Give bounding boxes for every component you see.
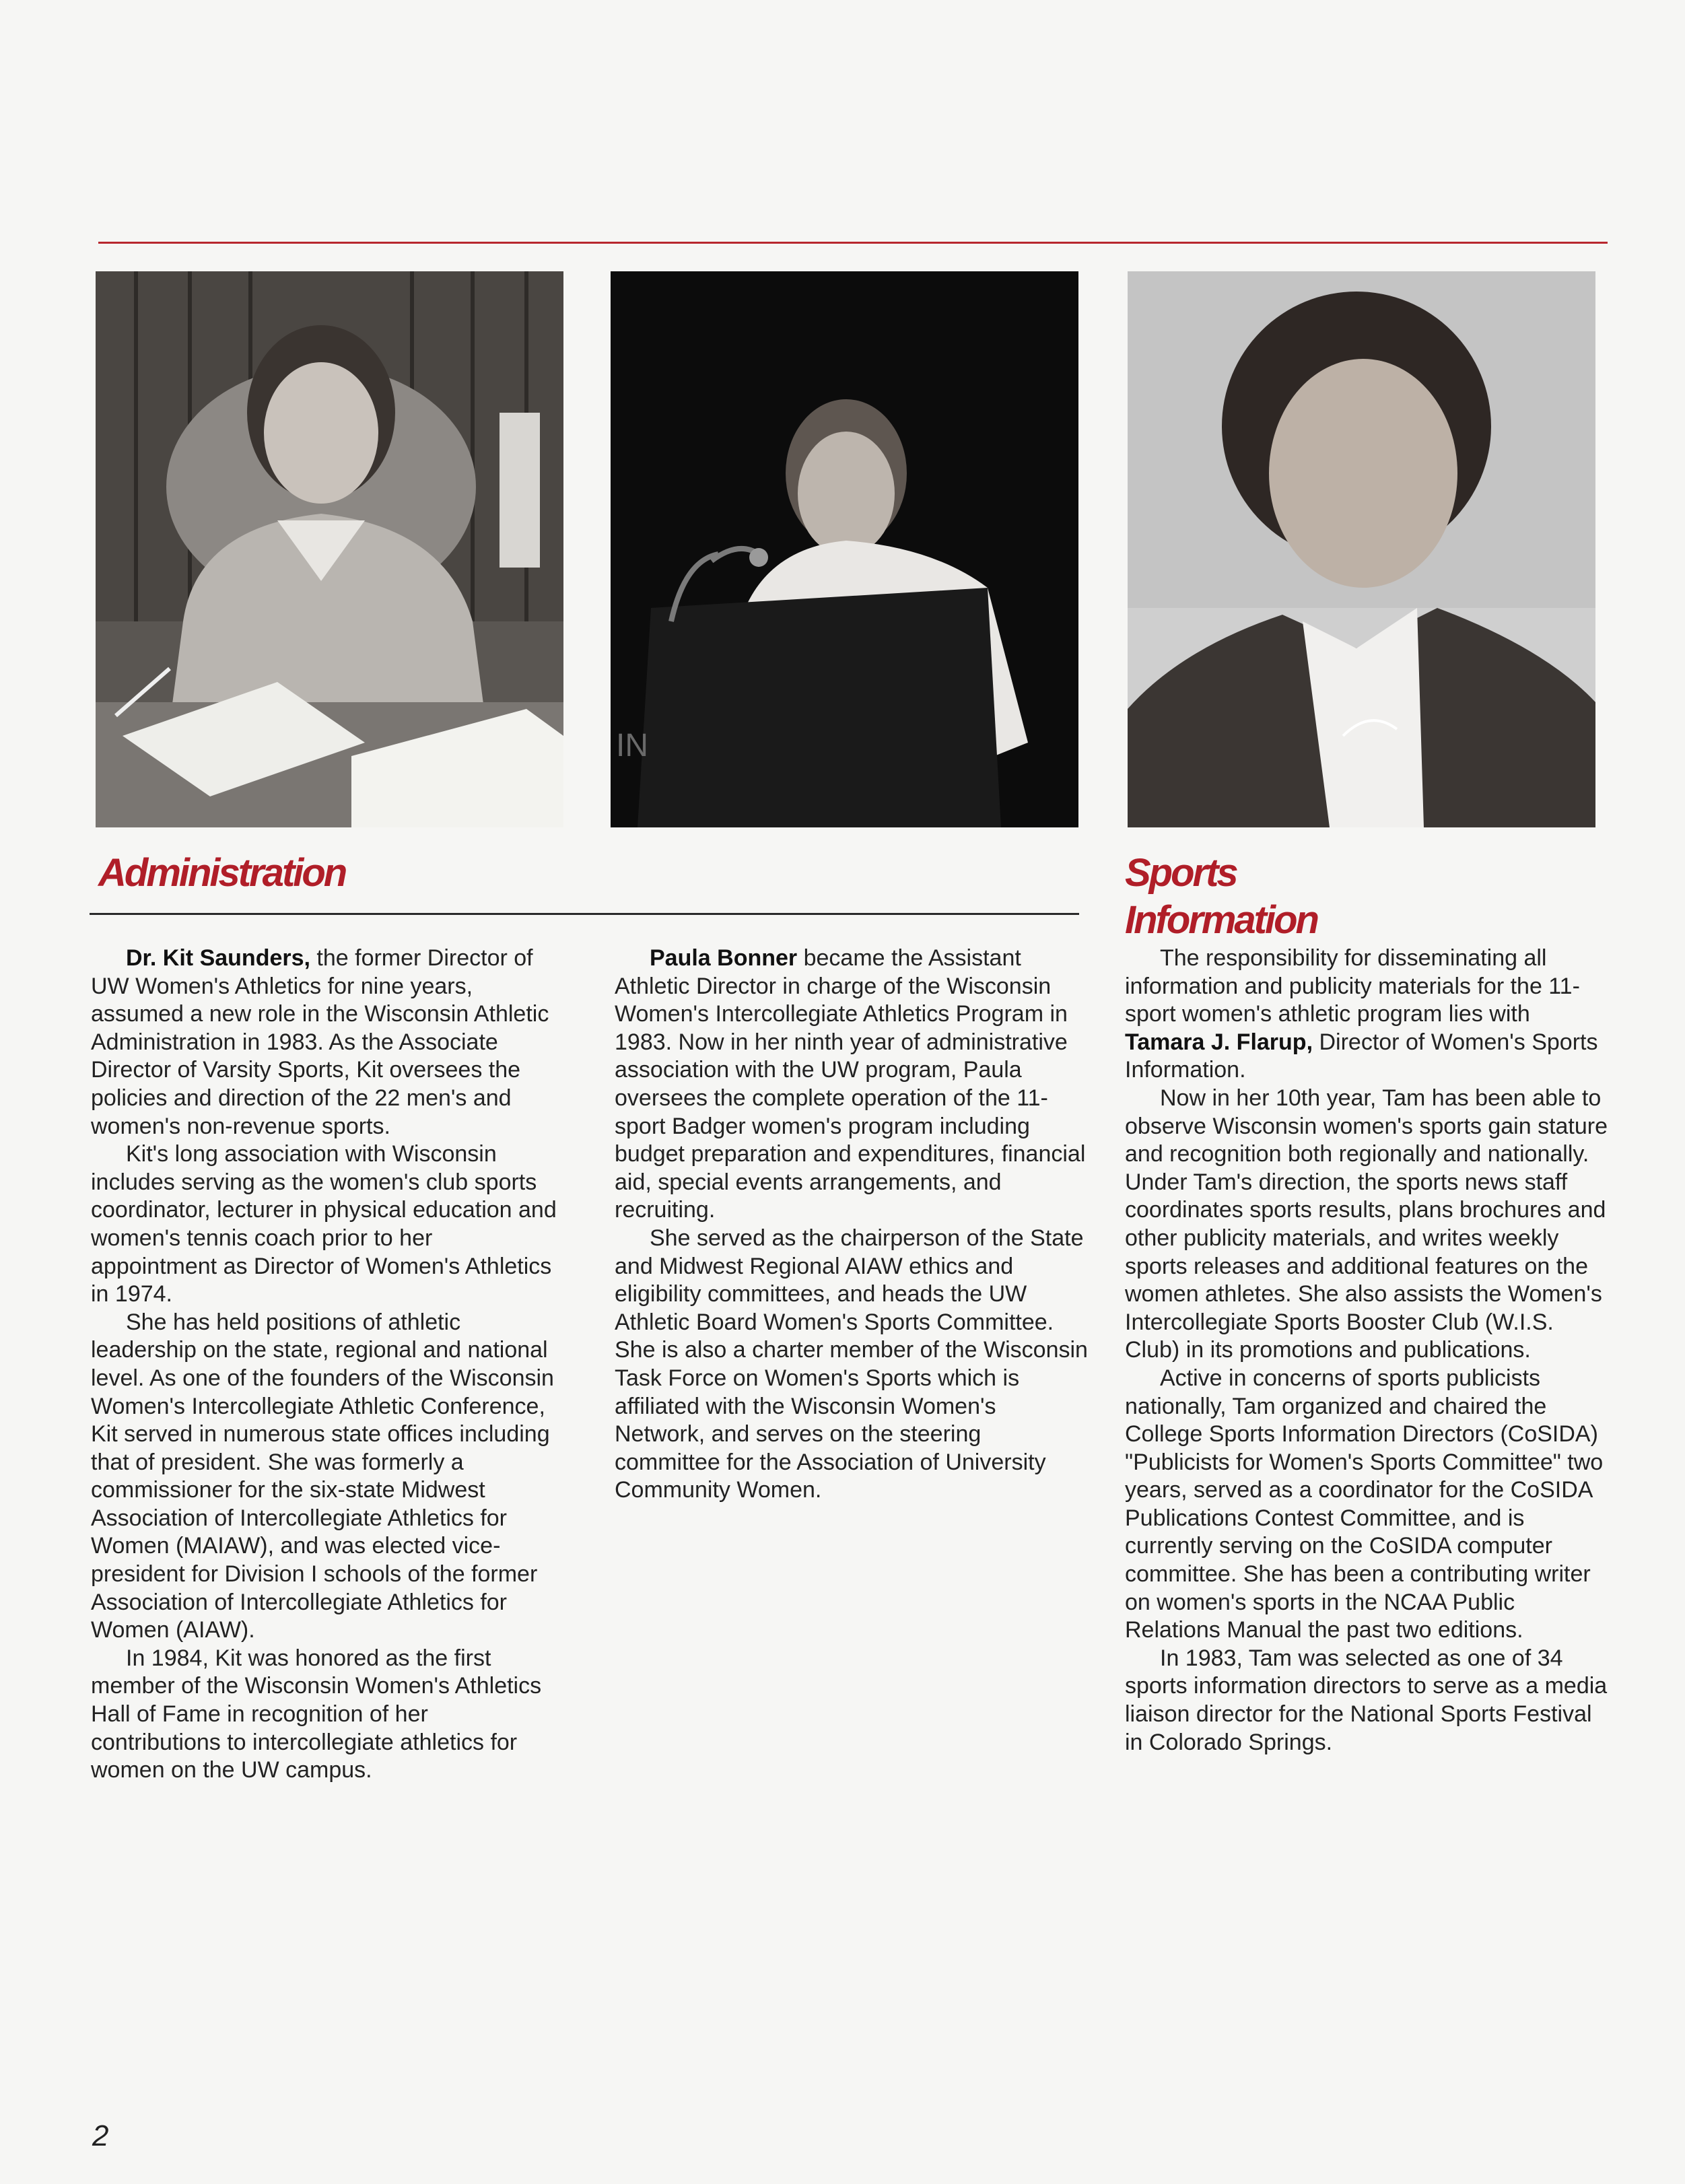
paragraph <box>91 945 562 1140</box>
paragraph: In 1983, Tam was selected as one of 34 sports information directors to serve as a media liaison director for the National Sports Festival in Colorado Springs. <box>1125 1645 1608 1755</box>
paragraph: In 1984, Kit was honored as the first member of the Wisconsin Women's Athletics Hall of Fame in recognition of her contributions to intercollegiate athletics for women on the UW campus. <box>91 1645 542 1783</box>
photo-tamara-flarup <box>1128 271 1595 827</box>
photo-kit-saunders <box>96 271 563 827</box>
paragraph-text: Director of Women's Sports Information. <box>1125 1029 1598 1083</box>
paragraph-text: became the Assistant Athletic Director in charge of the Wisconsin Women's Intercollegiate Athletics Program in 1983. Now in her ninth year of administrative association with the UW program, Paula oversees the complete operation of the 11-sport Badger women's program including budget preparation and expenditures, financial aid, special events arrangements, and recruiting. <box>615 945 1086 1223</box>
name-paula-bonner: Paula Bonner <box>650 945 798 971</box>
paragraph <box>1125 945 1610 1085</box>
heading-sports-word: Sports <box>1125 851 1237 895</box>
paragraph: She has held positions of athletic leadership on the state, regional and national level. As one of the founders of the Wisconsin Women's Intercollegiate Athletic Conference, Kit served in numerous state offices including that of president. She was formerly a commissioner for the six-state Midwest Association of Intercollegiate Athletics for Women (MAIAW), and was elected vice-president for Division I schools of the former Association of Intercollegiate Athletics for Women (AIAW). <box>91 1309 554 1643</box>
paragraph <box>615 945 1089 1225</box>
paragraph-text: The responsibility for disseminating all information and publicity materials for the 11-sport women's athletic program lies with <box>1125 945 1580 1027</box>
page-number: 2 <box>92 2119 109 2152</box>
heading-administration: Administration <box>98 851 346 895</box>
column-kit-saunders <box>91 945 562 1785</box>
paragraph-text: the former Director of UW Women's Athletics for nine years, assumed a new role in the Wisconsin Athletic Administration in 1983. As the Associate Director of Varsity Sports, Kit oversees the policies and direction of the 22 men's and women's non-revenue sports. <box>91 945 549 1139</box>
name-tamara-flarup: Tamara J. Flarup, <box>1125 1029 1313 1055</box>
photo-paula-bonner <box>611 271 1078 827</box>
heading-information-word: Information <box>1125 898 1317 942</box>
paragraph: Active in concerns of sports publicists nationally, Tam organized and chaired the College Sports Information Directors (CoSIDA) "Publicists for Women's Sports Committee" two years, served as a coordinator for the CoSIDA Publications Contest Committee, and is currently serving on the CoSIDA computer committee. She has been a contributing writer on women's sports in the NCAA Public Relations Manual the past two editions. <box>1125 1365 1604 1643</box>
heading-sports-information <box>1125 850 1596 944</box>
column-tamara-flarup <box>1125 945 1610 1756</box>
paragraph: She served as the chairperson of the State and Midwest Regional AIAW ethics and eligibility committees, and heads the UW Athletic Board Women's Sports Committee. She is also a charter member of the Wisconsin Task Force on Women's Sports which is affiliated with the Wisconsin Women's Network, and serves on the steering committee for the Association of University Community Women. <box>615 1225 1088 1503</box>
paragraph: Now in her 10th year, Tam has been able to observe Wisconsin women's sports gain stature and recognition both regionally and nationally. Under Tam's direction, the sports news staff coordinates sports results, plans brochures and other publicity materials, and writes weekly sports releases and additional features on the women athletes. She also assists the Women's Intercollegiate Sports Booster Club (W.I.S. Club) in its promotions and publications. <box>1125 1085 1608 1363</box>
paragraph: Kit's long association with Wisconsin includes serving as the women's club sports coordinator, lecturer in physical education and women's tennis coach prior to her appointment as Director of Women's Athletics in 1974. <box>91 1141 557 1307</box>
top-red-rule <box>98 242 1608 244</box>
column-paula-bonner <box>615 945 1089 1505</box>
podium-lettering: IN <box>616 728 648 763</box>
section-black-rule <box>90 913 1079 915</box>
name-kit-saunders: Dr. Kit Saunders, <box>126 945 310 971</box>
